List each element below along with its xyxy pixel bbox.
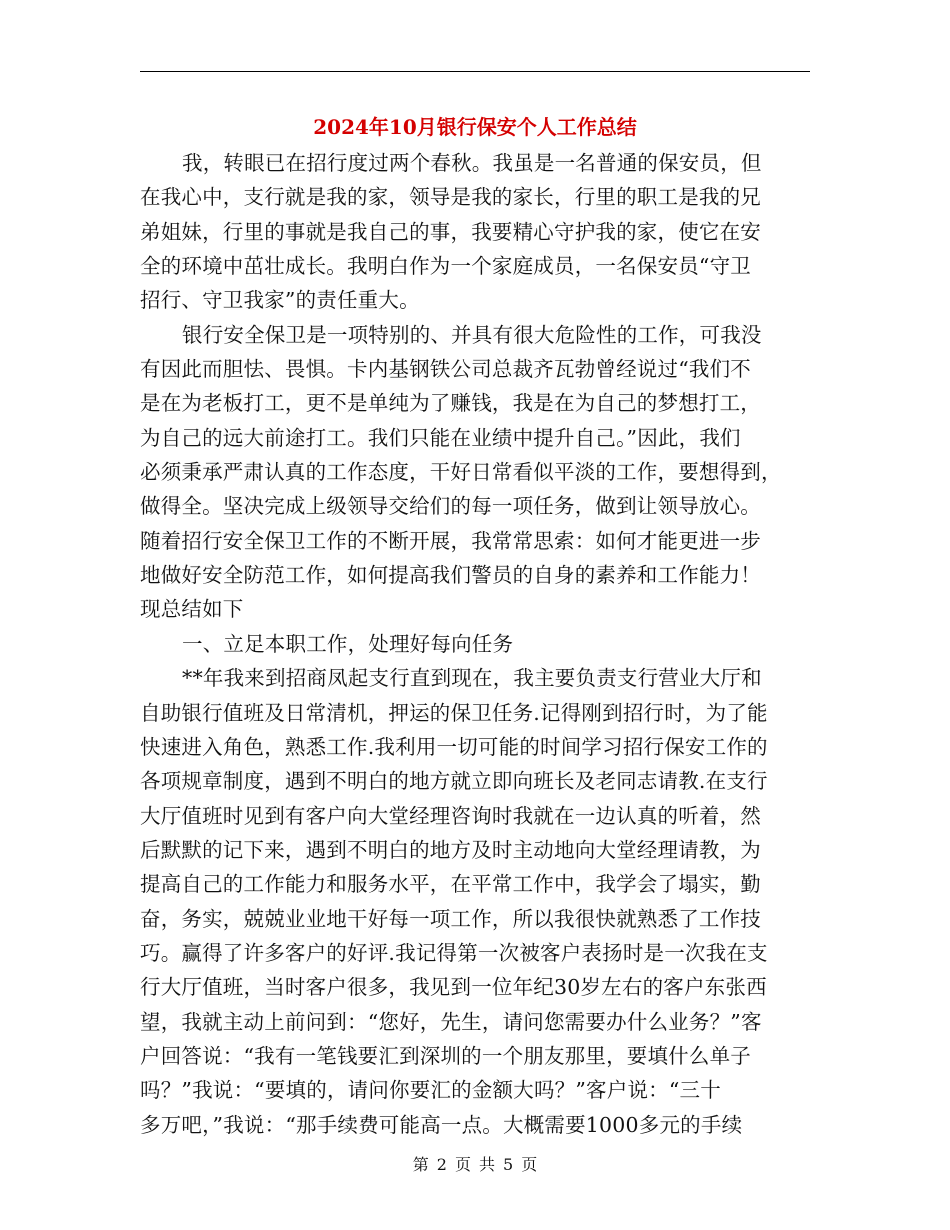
body-line: 行大厅值班，当时客户很多，我见到一位年纪30岁左右的客户东张西 [140, 975, 767, 1000]
header-rule [140, 71, 810, 72]
body-line: 自助银行值班及日常清机，押运的保卫任务.记得刚到招行时，为了能 [140, 700, 768, 725]
body-line: **年我来到招商凤起支行直到现在，我主要负责支行营业大厅和 [182, 666, 762, 691]
page-number: 2 [436, 1155, 447, 1174]
document-body [140, 146, 810, 1142]
body-line: 地做好安全防范工作，如何提高我们警员的自身的素养和工作能力！ [140, 563, 761, 588]
footer-label: 第 [412, 1155, 429, 1174]
body-line: 是在为老板打工，更不是单纯为了赚钱，我是在为自己的梦想打工， [140, 391, 761, 416]
body-line: 全的环境中茁壮成长。我明白作为一个家庭成员，一名保安员“守卫 [140, 254, 751, 279]
body-line: 后默默的记下来，遇到不明白的地方及时主动地向大堂经理请教，为 [140, 837, 761, 862]
body-line: 奋，务实，兢兢业业地干好每一项工作，所以我很快就熟悉了工作技 [140, 906, 761, 931]
body-line: 提高自己的工作能力和服务水平，在平常工作中，我学会了塌实，勤 [140, 872, 761, 897]
page-total: 5 [503, 1155, 514, 1174]
body-line: 招行、守卫我家”的责任重大。 [140, 288, 420, 313]
body-line: 大厅值班时见到有客户向大堂经理咨询时我就在一边认真的听着，然 [140, 803, 761, 828]
body-line: 有因此而胆怯、畏惧。卡内基钢铁公司总裁齐瓦勃曾经说过“我们不 [140, 357, 751, 382]
body-line: 银行安全保卫是一项特别的、并具有很大危险性的工作，可我没 [182, 322, 762, 347]
body-line: 多万吧，”我说：“那手续费可能高一点。大概需要1000多元的手续 [140, 1112, 743, 1137]
body-line: 为自己的远大前途打工。我们只能在业绩中提升自己。”因此，我们 [140, 425, 741, 450]
body-line: 随着招行安全保卫工作的不断开展，我常常思索：如何才能更进一步 [140, 528, 761, 553]
body-line: 望，我就主动上前问到：“您好，先生，请问您需要办什么业务？”客 [140, 1009, 762, 1034]
body-line: 弟姐妹，行里的事就是我自己的事，我要精心守护我的家，使它在安 [140, 219, 761, 244]
body-line: 巧。赢得了许多客户的好评.我记得第一次被客户表扬时是一次我在支 [140, 940, 768, 965]
body-line: 各项规章制度，遇到不明白的地方就立即向班长及老同志请教.在支行 [140, 769, 768, 794]
page-footer [0, 1152, 950, 1178]
body-line: 户回答说：“我有一笔钱要汇到深圳的一个朋友那里，要填什么单子 [140, 1043, 751, 1068]
body-line: 快速进入角色，熟悉工作.我利用一切可能的时间学习招行保安工作的 [140, 734, 768, 759]
document-title: 2024年10月银行保安个人工作总结 [313, 115, 637, 139]
body-line: 我，转眼已在招行度过两个春秋。我虽是一名普通的保安员，但 [182, 151, 762, 175]
body-line: 必须秉承严肃认真的工作态度，干好日常看似平淡的工作，要想得到， [140, 460, 782, 485]
footer-label: 页 [454, 1155, 471, 1174]
footer-label: 页 [521, 1155, 538, 1174]
body-line: 做得全。坚决完成上级领导交给们的每一项任务，做到让领导放心。 [140, 494, 761, 519]
section-heading: 一、立足本职工作，处理好每向任务 [182, 631, 514, 656]
body-line: 吗？”我说：“要填的，请问你要汇的金额大吗？”客户说：“三十 [140, 1078, 721, 1103]
body-line: 在我心中，支行就是我的家，领导是我的家长，行里的职工是我的兄 [140, 185, 761, 210]
body-line: 现总结如下 [140, 597, 244, 622]
footer-label: 共 [479, 1155, 496, 1174]
